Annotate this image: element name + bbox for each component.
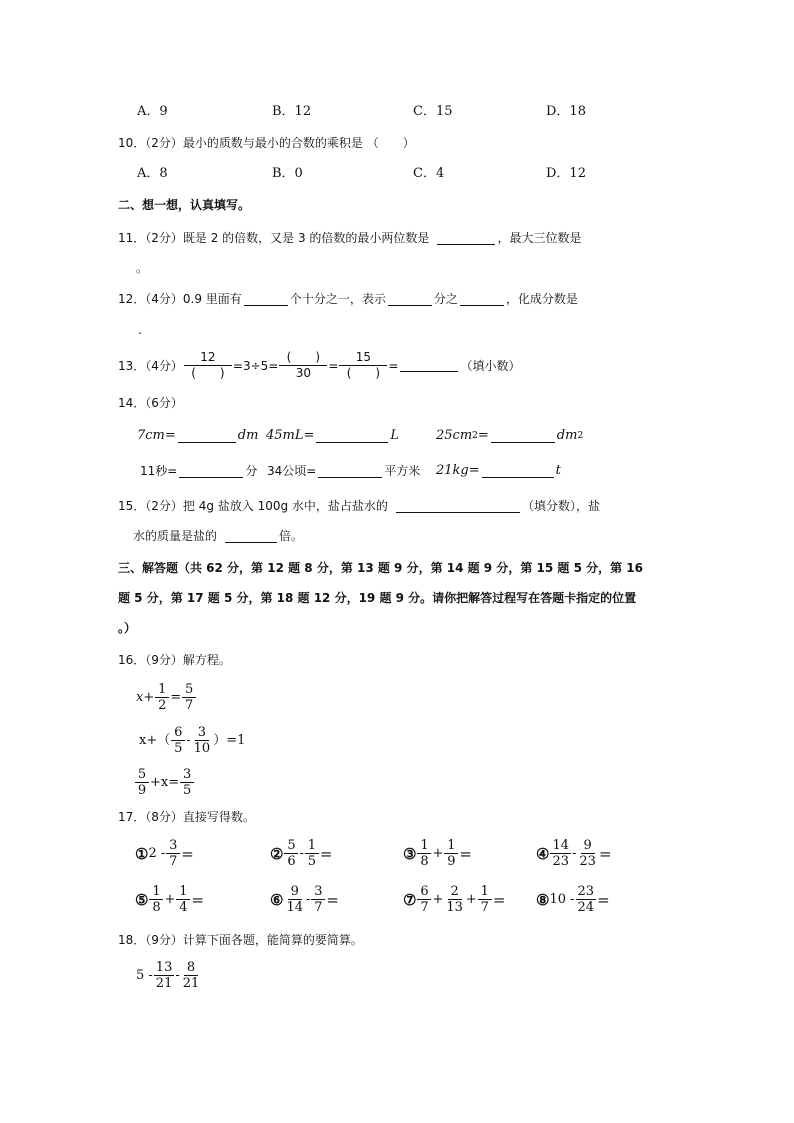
operator: + (432, 845, 444, 861)
fraction (417, 884, 431, 915)
numerator: 12 (184, 350, 232, 366)
q16-equation-1 (136, 682, 197, 713)
q12-blank-3[interactable] (460, 293, 504, 306)
denominator: ( ) (191, 366, 225, 380)
q16-equation-3 (134, 767, 195, 798)
denominator: 2 (158, 698, 167, 713)
denominator: 7 (185, 698, 194, 713)
q15-line-1 (118, 497, 600, 515)
denominator: 23 (579, 854, 596, 869)
denominator: 7 (169, 854, 178, 869)
q17-item-1 (135, 838, 194, 869)
q18-expression (136, 960, 202, 991)
circled-number: ⑦ (403, 890, 417, 909)
q14-item-1-left: 7cm= (137, 428, 176, 443)
operator: - (299, 845, 304, 861)
operator: - (306, 891, 311, 907)
q12-part4: ，化成分数是 (505, 292, 578, 306)
eq-text: 10 - (549, 891, 575, 907)
denominator: 7 (420, 900, 429, 915)
numerator: 6 (417, 884, 431, 900)
fraction (176, 884, 190, 915)
numerator: 3 (180, 767, 194, 783)
q18-stem: 18．（9分）计算下面各题，能简算的要简算。 (118, 933, 363, 947)
q9-option-c: C．15 (413, 104, 453, 119)
numerator: 1 (478, 884, 492, 900)
numerator: 9 (288, 884, 302, 900)
fraction (166, 838, 180, 869)
q11-part2: ，最大三位数是 (497, 231, 582, 245)
q12-blank-1[interactable] (244, 293, 288, 306)
q17-item-6 (270, 884, 339, 915)
q12-part1: 12．（4分）0.9 里面有 (118, 292, 242, 306)
q15-part2: （填分数），盐 (521, 499, 600, 513)
q13-hint: （填小数） (460, 358, 521, 373)
numerator: 1 (176, 884, 190, 900)
fraction (180, 767, 194, 798)
numerator: 13 (155, 960, 173, 975)
denominator: 23 (552, 854, 569, 869)
q14-item-6-left: 21kg= (436, 463, 480, 478)
numerator: 5 (284, 838, 298, 854)
fraction (192, 725, 213, 756)
denominator: 9 (137, 783, 147, 798)
q13-mid: =3÷5= (232, 358, 279, 373)
numerator: 1 (149, 884, 163, 900)
numerator: 1 (444, 838, 458, 854)
q14-item-4 (140, 462, 257, 480)
equals: = (459, 844, 472, 863)
q10-stem: 10．（2分）最小的质数与最小的合数的乘积是 （ ） (118, 136, 415, 150)
q14-item-5-left: 34公顷= (267, 464, 317, 478)
q14-item-3-sup: 2 (472, 431, 478, 441)
denominator: 10 (193, 741, 211, 756)
denominator: 13 (446, 900, 463, 915)
q13-label: 13．（4分） (118, 358, 183, 373)
q15-blank-2[interactable] (225, 530, 277, 543)
q11 (118, 229, 581, 247)
operator: + (164, 891, 176, 907)
eq-text: 2 - (148, 845, 166, 861)
equals: = (181, 844, 194, 863)
circled-number: ① (135, 844, 149, 863)
denominator: 4 (179, 900, 188, 915)
q9-option-a: A．9 (137, 104, 168, 119)
q14-blank-1[interactable] (178, 430, 236, 443)
fraction (444, 884, 465, 915)
q14-item-3-unit-sup: 2 (577, 431, 584, 441)
eq-text: - (186, 732, 191, 748)
numerator: ( ) (279, 350, 327, 366)
denominator: 5 (307, 854, 316, 869)
eq-text: 5 - (136, 967, 153, 983)
denominator: 14 (286, 900, 303, 915)
numerator: 8 (184, 960, 198, 976)
denominator: 21 (182, 976, 200, 991)
q14-blank-6[interactable] (482, 465, 554, 478)
q14-blank-2[interactable] (316, 430, 388, 443)
q14-item-6 (436, 462, 561, 480)
q15-line2b: 倍。 (279, 529, 304, 543)
fraction (284, 884, 305, 915)
denominator: 21 (155, 976, 173, 991)
fraction (149, 884, 163, 915)
q9-option-b: B．12 (272, 104, 312, 119)
q14-item-1-unit: dm (237, 428, 259, 443)
q11-part1: 11．（2分）既是 2 的倍数，又是 3 的倍数的最小两位数是 (118, 231, 430, 245)
numerator: 9 (581, 838, 595, 854)
q17-stem: 17．（8分）直接写得数。 (118, 810, 255, 824)
section2-title: 二、想一想，认真填写。 (118, 198, 251, 212)
q13-blank[interactable] (400, 359, 458, 372)
q16-equation-2 (139, 725, 245, 756)
circled-number: ⑤ (135, 890, 149, 909)
q14-item-3 (436, 427, 583, 445)
operator: + (432, 891, 444, 907)
denominator: 8 (152, 900, 161, 915)
q15-blank-1[interactable] (396, 500, 520, 513)
denominator: 8 (420, 854, 429, 869)
numerator: 5 (182, 682, 196, 698)
numerator: 5 (135, 767, 149, 783)
q14-item-2-unit: L (390, 428, 400, 443)
denominator: 24 (577, 900, 595, 915)
q14-item-2-left: 45mL= (266, 428, 315, 443)
denominator: 9 (447, 854, 456, 869)
denominator: 7 (480, 900, 489, 915)
denominator: 5 (174, 741, 183, 756)
denominator: 5 (182, 783, 192, 798)
circled-number: ② (270, 844, 284, 863)
numerator: 6 (171, 725, 185, 741)
eq-text: = (170, 689, 182, 705)
q16-stem: 16．（9分）解方程。 (118, 653, 231, 667)
eq-text: - (175, 967, 180, 983)
q12 (118, 290, 578, 308)
operator: + (465, 891, 477, 907)
section3-line-3: 。） (118, 621, 137, 635)
q13 (118, 350, 520, 381)
eq-text: +x= (150, 774, 180, 790)
numerator: 3 (195, 725, 209, 741)
q14-item-5 (267, 462, 420, 480)
q12-part3: 分之 (433, 292, 458, 306)
q13-fraction-3 (339, 350, 387, 381)
q17-item-4 (536, 838, 612, 869)
q17-item-2 (270, 838, 332, 869)
q14-blank-3[interactable] (491, 430, 555, 443)
q14-item-2 (266, 427, 399, 445)
q12-end: . (138, 323, 142, 337)
numerator: 1 (155, 682, 169, 698)
equals: = (598, 844, 612, 863)
fraction (550, 838, 571, 869)
eq-text: x+ (136, 689, 155, 705)
equals: = (319, 844, 333, 863)
fraction (284, 838, 298, 869)
denominator: 30 (295, 366, 311, 380)
numerator: 3 (311, 884, 325, 900)
q10-option-a: A．8 (137, 166, 168, 181)
eq-text: x+（ (139, 732, 171, 748)
fraction (577, 838, 598, 869)
fraction (171, 725, 185, 756)
circled-number: ⑥ (270, 890, 284, 909)
q10-option-d: D．12 (546, 166, 586, 181)
q10-option-c: C．4 (413, 166, 445, 181)
circled-number: ④ (536, 844, 550, 863)
q14-item-3-unit: dm (556, 428, 578, 443)
q11-blank-1[interactable] (437, 232, 495, 245)
equals: = (492, 890, 506, 909)
q13-equals: = (328, 358, 339, 373)
fraction (155, 682, 169, 713)
q14-label: 14．（6分） (118, 396, 183, 410)
q12-part2: 个十分之一，表示 (289, 292, 386, 306)
fraction (417, 838, 431, 869)
fraction (135, 767, 149, 798)
q14-item-1 (137, 427, 258, 445)
numerator: 3 (166, 838, 180, 854)
fraction (154, 960, 175, 991)
q15-line2a: 水的质量是盐的 (133, 529, 218, 543)
q13-fraction-2 (279, 350, 327, 381)
q15-part1: 15．（2分）把 4g 盐放入 100g 水中，盐占盐水的 (118, 499, 388, 513)
q14-blank-4[interactable] (179, 465, 243, 478)
numerator: 14 (552, 838, 569, 853)
circled-number: ⑧ (536, 890, 550, 909)
denominator: 7 (314, 900, 323, 915)
q14-item-3-eq: = (477, 428, 489, 443)
q14-item-4-left: 11秒= (140, 464, 178, 478)
numerator: 23 (577, 884, 595, 899)
fraction (478, 884, 492, 915)
q14-item-3-left: 25cm (436, 428, 473, 443)
q17-item-5 (135, 884, 204, 915)
numerator: 15 (339, 350, 387, 366)
q12-blank-2[interactable] (388, 293, 432, 306)
numerator: 1 (417, 838, 431, 854)
q9-option-d: D．18 (546, 104, 586, 119)
q17-item-8 (536, 884, 610, 915)
q15-line-2 (133, 527, 303, 545)
equals: = (326, 890, 339, 909)
q14-blank-5[interactable] (318, 465, 382, 478)
denominator: 6 (287, 854, 296, 869)
section3-line-2: 题 5 分，第 17 题 5 分，第 18 题 12 分，19 题 9 分。请你把解答过程写在答题卡指定的位置 (118, 591, 637, 605)
eq-text: ）=1 (213, 732, 246, 748)
fraction (182, 682, 196, 713)
q17-item-3 (403, 838, 472, 869)
denominator: ( ) (346, 366, 381, 380)
q10-option-b: B．0 (272, 166, 303, 181)
q14-item-4-unit: 分 (245, 464, 258, 478)
q14-item-6-unit: t (555, 463, 561, 478)
q11-end: 。 (136, 261, 149, 275)
circled-number: ③ (403, 844, 417, 863)
fraction (311, 884, 325, 915)
fraction (576, 884, 597, 915)
fraction (181, 960, 202, 991)
fraction (444, 838, 458, 869)
equals: = (191, 890, 204, 909)
q13-fraction-1 (184, 350, 232, 381)
numerator: 1 (305, 838, 319, 854)
section3-line-1: 三、解答题（共 62 分，第 12 题 8 分，第 13 题 9 分，第 14 题 9 分，第 15 题 5 分，第 16 (118, 561, 643, 575)
q13-equals-2: = (388, 358, 399, 373)
operator: - (572, 845, 577, 861)
numerator: 2 (448, 884, 462, 900)
equals: = (597, 890, 610, 909)
q14-item-5-unit: 平方米 (384, 464, 421, 478)
q17-item-7 (403, 884, 505, 915)
fraction (305, 838, 319, 869)
